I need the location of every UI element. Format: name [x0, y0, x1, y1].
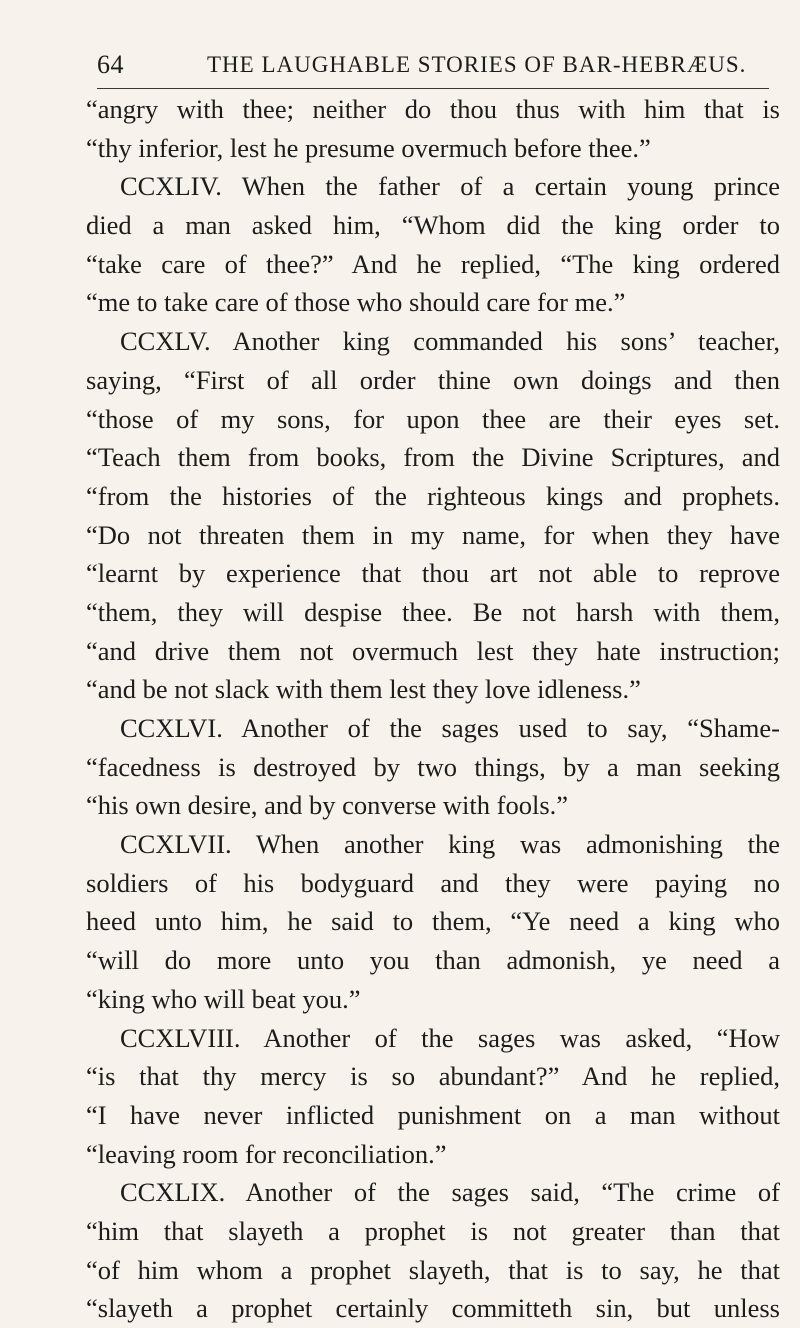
text-line: CCXLV. Another king commanded his sons’ teacher,: [120, 326, 780, 357]
text-line: “is that thy mercy is so abundant?” And he replied,: [86, 1061, 780, 1092]
text-line: died a man asked him, “Whom did the king order to: [86, 210, 780, 241]
header-rule: [97, 88, 769, 89]
text-line: “them, they will despise thee. Be not harsh with them,: [86, 596, 780, 627]
text-line: “Do not threaten them in my name, for when they have: [86, 519, 780, 550]
text-line: heed unto him, he said to them, “Ye need a king who: [86, 906, 780, 937]
text-line: “angry with thee; neither do thou thus with him that is: [86, 94, 780, 124]
text-line: “and be not slack with them lest they love idleness.”: [86, 674, 641, 705]
text-line: “Teach them from books, from the Divine Scriptures, and: [86, 442, 780, 473]
text-line: saying, “First of all order thine own doings and then: [86, 364, 780, 395]
text-line: CCXLIX. Another of the sages said, “The crime of: [120, 1177, 780, 1208]
page-number: 64: [97, 50, 124, 79]
text-line: “me to take care of those who should care for me.”: [86, 287, 626, 318]
text-line: “his own desire, and by converse with fools.”: [86, 790, 569, 821]
text-line: soldiers of his bodyguard and they were paying no: [86, 867, 780, 898]
text-line: “leaving room for reconciliation.”: [86, 1138, 447, 1169]
text-line: CCXLVII. When another king was admonishing the: [120, 829, 780, 860]
text-line: “and drive them not overmuch lest they hate instruction;: [86, 635, 780, 666]
text-line: “from the histories of the righteous kings and prophets.: [86, 480, 780, 511]
text-line: “I have never inflicted punishment on a man without: [86, 1099, 780, 1130]
text-line: “take care of thee?” And he replied, “The king ordered: [86, 248, 780, 279]
page-body-text: [86, 90, 780, 1328]
text-line: CCXLVI. Another of the sages used to say, “Shame-: [120, 713, 780, 743]
text-line: “those of my sons, for upon thee are their eyes set.: [86, 403, 780, 434]
text-line: “learnt by experience that thou art not able to reprove: [86, 558, 780, 589]
text-line: “facedness is destroyed by two things, by a man seeking: [86, 751, 780, 782]
text-line: “him that slayeth a prophet is not greater than that: [86, 1215, 780, 1246]
text-line: “thy inferior, lest he presume overmuch before thee.”: [86, 132, 651, 163]
text-line: “will do more unto you than admonish, ye need a: [86, 945, 780, 976]
text-line: CCXLVIII. Another of the sages was asked, “How: [120, 1022, 780, 1053]
text-line: “king who will beat you.”: [86, 983, 361, 1014]
text-line: “of him whom a prophet slayeth, that is to say, he that: [86, 1254, 780, 1285]
text-line: “slayeth a prophet certainly committeth sin, but unless: [86, 1293, 780, 1324]
text-line: CCXLIV. When the father of a certain young prince: [120, 171, 780, 202]
running-header: [97, 50, 769, 84]
running-title: THE LAUGHABLE STORIES OF BAR-HEBRÆUS.: [207, 52, 747, 77]
